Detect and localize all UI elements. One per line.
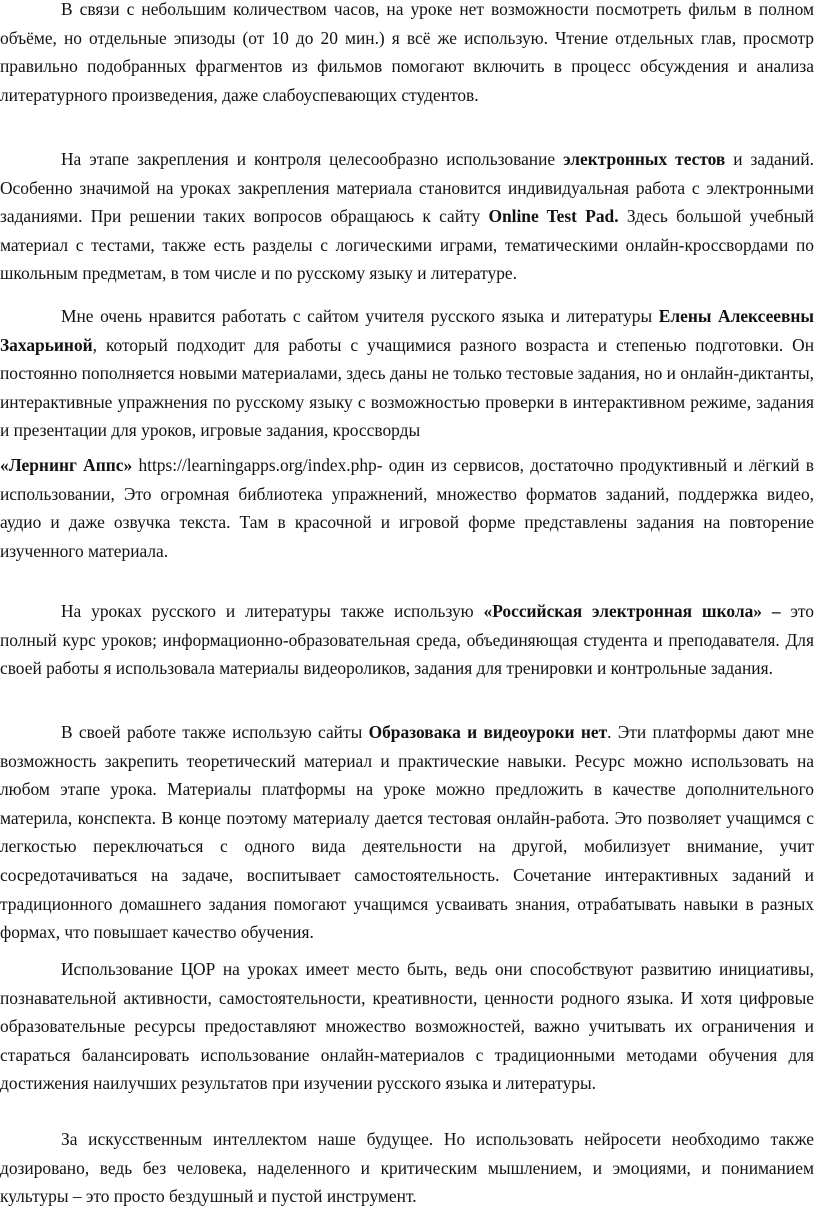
p2-after: Здесь большой учебный материал с тестами, также есть разделы с логическими играми, тематическими онлайн-кроссвордами по школьным предметам, в том числе и по русскому языку и литературе. (0, 206, 814, 284)
p4-after: https://learningapps.org/index.php- один из сервисов, достаточно продуктивный и лёгкий в использовании, Это огромная библиотека упражнений, множество форматов заданий, поддержка видео, аудио и даже озвучка текста. Там в красочной и игровой форме представлены задания на повторение изученного материала. (0, 455, 814, 561)
p5-before: На уроках русского и литературы также использую (61, 601, 484, 621)
p3-after: , который подходит для работы с учащимися разного возраста и степенью подготовки. Он постоянно пополняется новыми материалами, здесь даны не только тестовые задания, но и онлайн-диктанты, интерактивные упражнения по русскому языку с возможностью проверки в интерактивном режиме, задания и презентации для уроков, игровые задания, кроссворды (0, 334, 814, 441)
p2-bold-electronic-tests: электронных тестов (563, 149, 726, 169)
paragraph-ai-future (0, 1125, 814, 1211)
paragraph-cor-usage-text: Использование ЦОР на уроках имеет место быть, ведь они способствуют развитию инициативы, познавательной активности, самостоятельности, креативности, ценности родного языка. И хотя цифровые образовательные ресурсы предоставляют множество возможностей, важно учитывать их ограничения и стараться балансировать использование онлайн-материалов с традиционными методами обучения для достижения наилучших результатов при изучении русского языка и литературы. (0, 959, 814, 1094)
paragraph-zakharyina-site (0, 302, 814, 445)
p6-bold-obrazovaka: Образовака и видеоуроки нет (368, 722, 608, 742)
paragraph-learningapps (0, 451, 814, 565)
paragraph-films (0, 0, 814, 109)
paragraph-ai-future-text: За искусственным интеллектом наше будущее. Но использовать нейросети необходимо также дозировано, ведь без человека, наделенного и критическим мышлением, и эмоциями, и пониманием культуры – это просто бездушный и пустой инструмент. (0, 1129, 814, 1207)
p2-before: На этапе закрепления и контроля целесообразно использование (61, 149, 564, 169)
p4-bold-learningapps: «Лернинг Аппс» (0, 455, 133, 475)
paragraph-electronic-tests (0, 145, 814, 288)
p6-after: . Эти платформы дают мне возможность закрепить теоретический материал и практические навыки. Ресурс можно использовать на любом этапе урока. Материалы платформы на уроке можно предложить в качестве дополнительного материла, конспекта. В конце поэтому материалу дается тестовая онлайн-работа. Это позволяет учащимся с легкостью переключаться с одного вида деятельности на другой, мобилизует внимание, учит сосредотачиваться на задаче, воспитывает самостоятельность. Сочетание интерактивных заданий и традиционного домашнего задания помогают учащимся усваивать знания, отрабатывать навыки в разных формах, что повышает качество обучения. (0, 722, 814, 943)
p2-middle: и заданий. Особенно значимой на уроках закрепления материала становится индивидуальная работа с электронными заданиями. При решении таких вопросов обращаюсь к сайту (0, 149, 814, 227)
paragraph-films-text: В связи с небольшим количеством часов, на уроке нет возможности посмотреть фильм в полном объёме, но отдельные эпизоды (от 10 до 20 мин.) я всё же использую. Чтение отдельных глав, просмотр правильно подобранных фрагментов из фильмов помогают включить в процесс обсуждения и анализа литературного произведения, даже слабоуспевающих студентов. (0, 0, 814, 105)
p3-before: Мне очень нравится работать с сайтом учителя русского языка и литературы (61, 306, 659, 326)
p5-after: это полный курс уроков; информационно-образовательная среда, объединяющая студента и преподавателя. Для своей работы я использовала материалы видеороликов, задания для тренировки и контрольные задания. (0, 601, 814, 679)
p2-bold-online-test-pad: Online Test Pad. (488, 206, 619, 227)
paragraph-obrazovaka (0, 718, 814, 947)
paragraph-resh (0, 597, 814, 683)
paragraph-cor-usage (0, 955, 814, 1098)
p6-before: В своей работе также использую сайты (61, 722, 369, 742)
p5-bold-resh: «Российская электронная школа» – (483, 601, 781, 621)
p3-bold-name: Елены Алексеевны Захарьиной (0, 306, 814, 355)
